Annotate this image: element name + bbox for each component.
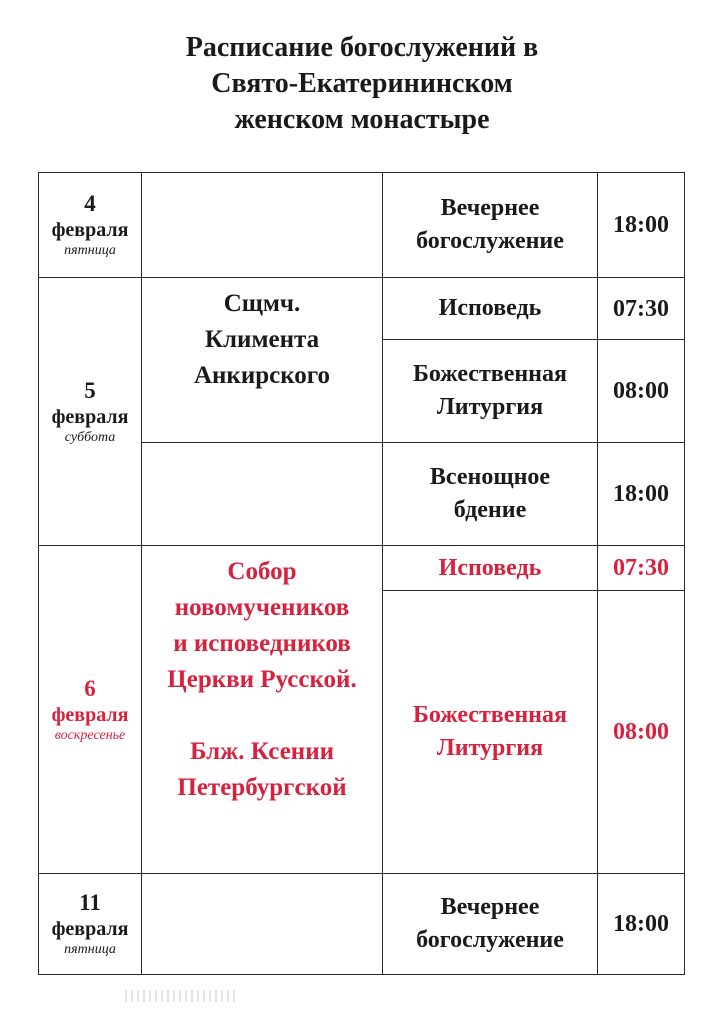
service-cell [383,173,598,278]
saint-name: Сщмч. [223,290,301,317]
service-name: богослужение [416,228,564,254]
title-line: Расписание богослужений в [185,32,539,63]
saint-cell [142,874,383,975]
table-row [39,546,685,591]
service-name: бдение [453,497,527,523]
service-cell: Исповедь [383,278,598,340]
date-weekday: суббота [64,429,116,445]
date-number: 11 [79,890,101,915]
saint-cell [142,546,383,874]
title-line: Свято-Екатерининском [211,68,513,99]
service-cell [383,443,598,546]
scan-artifact [125,990,235,1002]
saint-name: Петербургской [177,774,347,801]
service-name: Вечернее [440,195,540,221]
saint-cell [142,173,383,278]
title-line: женском монастыре [234,104,490,135]
service-cell [383,591,598,874]
date-number: 5 [84,377,96,403]
saint-name: Анкирского [193,362,331,389]
date-number: 6 [84,675,96,701]
date-cell [39,874,142,975]
service-name: Литургия [436,394,544,420]
saint-name: Блж. Ксении [189,738,335,765]
saint-name: новомучеников [174,594,350,621]
date-month: февраля [51,219,129,241]
table-row [39,173,685,278]
date-cell [39,546,142,874]
table-row [39,874,685,975]
service-cell [383,340,598,443]
schedule-table [38,172,685,975]
date-month: февраля [51,918,129,940]
time-cell: 07:30 [598,546,685,591]
date-weekday: пятница [64,243,116,258]
table-row [39,278,685,340]
page-title [0,30,724,138]
saint-cell [142,278,383,443]
saint-name: Климента [204,326,320,353]
time-cell: 08:00 [598,340,685,443]
service-name: Божественная [413,702,567,728]
saint-cell [142,443,383,546]
date-month: февраля [51,405,129,428]
date-weekday: воскресенье [54,727,126,743]
service-name: богослужение [416,927,564,953]
date-cell [39,278,142,546]
service-cell [383,874,598,975]
time-cell: 18:00 [598,443,685,546]
service-name: Литургия [436,735,544,761]
spacer [142,698,382,734]
time-cell: 07:30 [598,278,685,340]
date-weekday: пятница [64,942,116,957]
service-name: Вечернее [440,894,540,920]
service-cell: Исповедь [383,546,598,591]
service-name: Всенощное [429,464,551,490]
time-cell: 18:00 [598,173,685,278]
time-cell: 18:00 [598,874,685,975]
date-cell [39,173,142,278]
service-name: Божественная [413,361,567,387]
saint-name: Собор [227,558,297,585]
time-cell: 08:00 [598,591,685,874]
date-number: 4 [84,191,96,216]
saint-name: Церкви Русской. [167,666,357,693]
date-month: февраля [51,703,129,726]
saint-name: и исповедников [173,630,351,657]
